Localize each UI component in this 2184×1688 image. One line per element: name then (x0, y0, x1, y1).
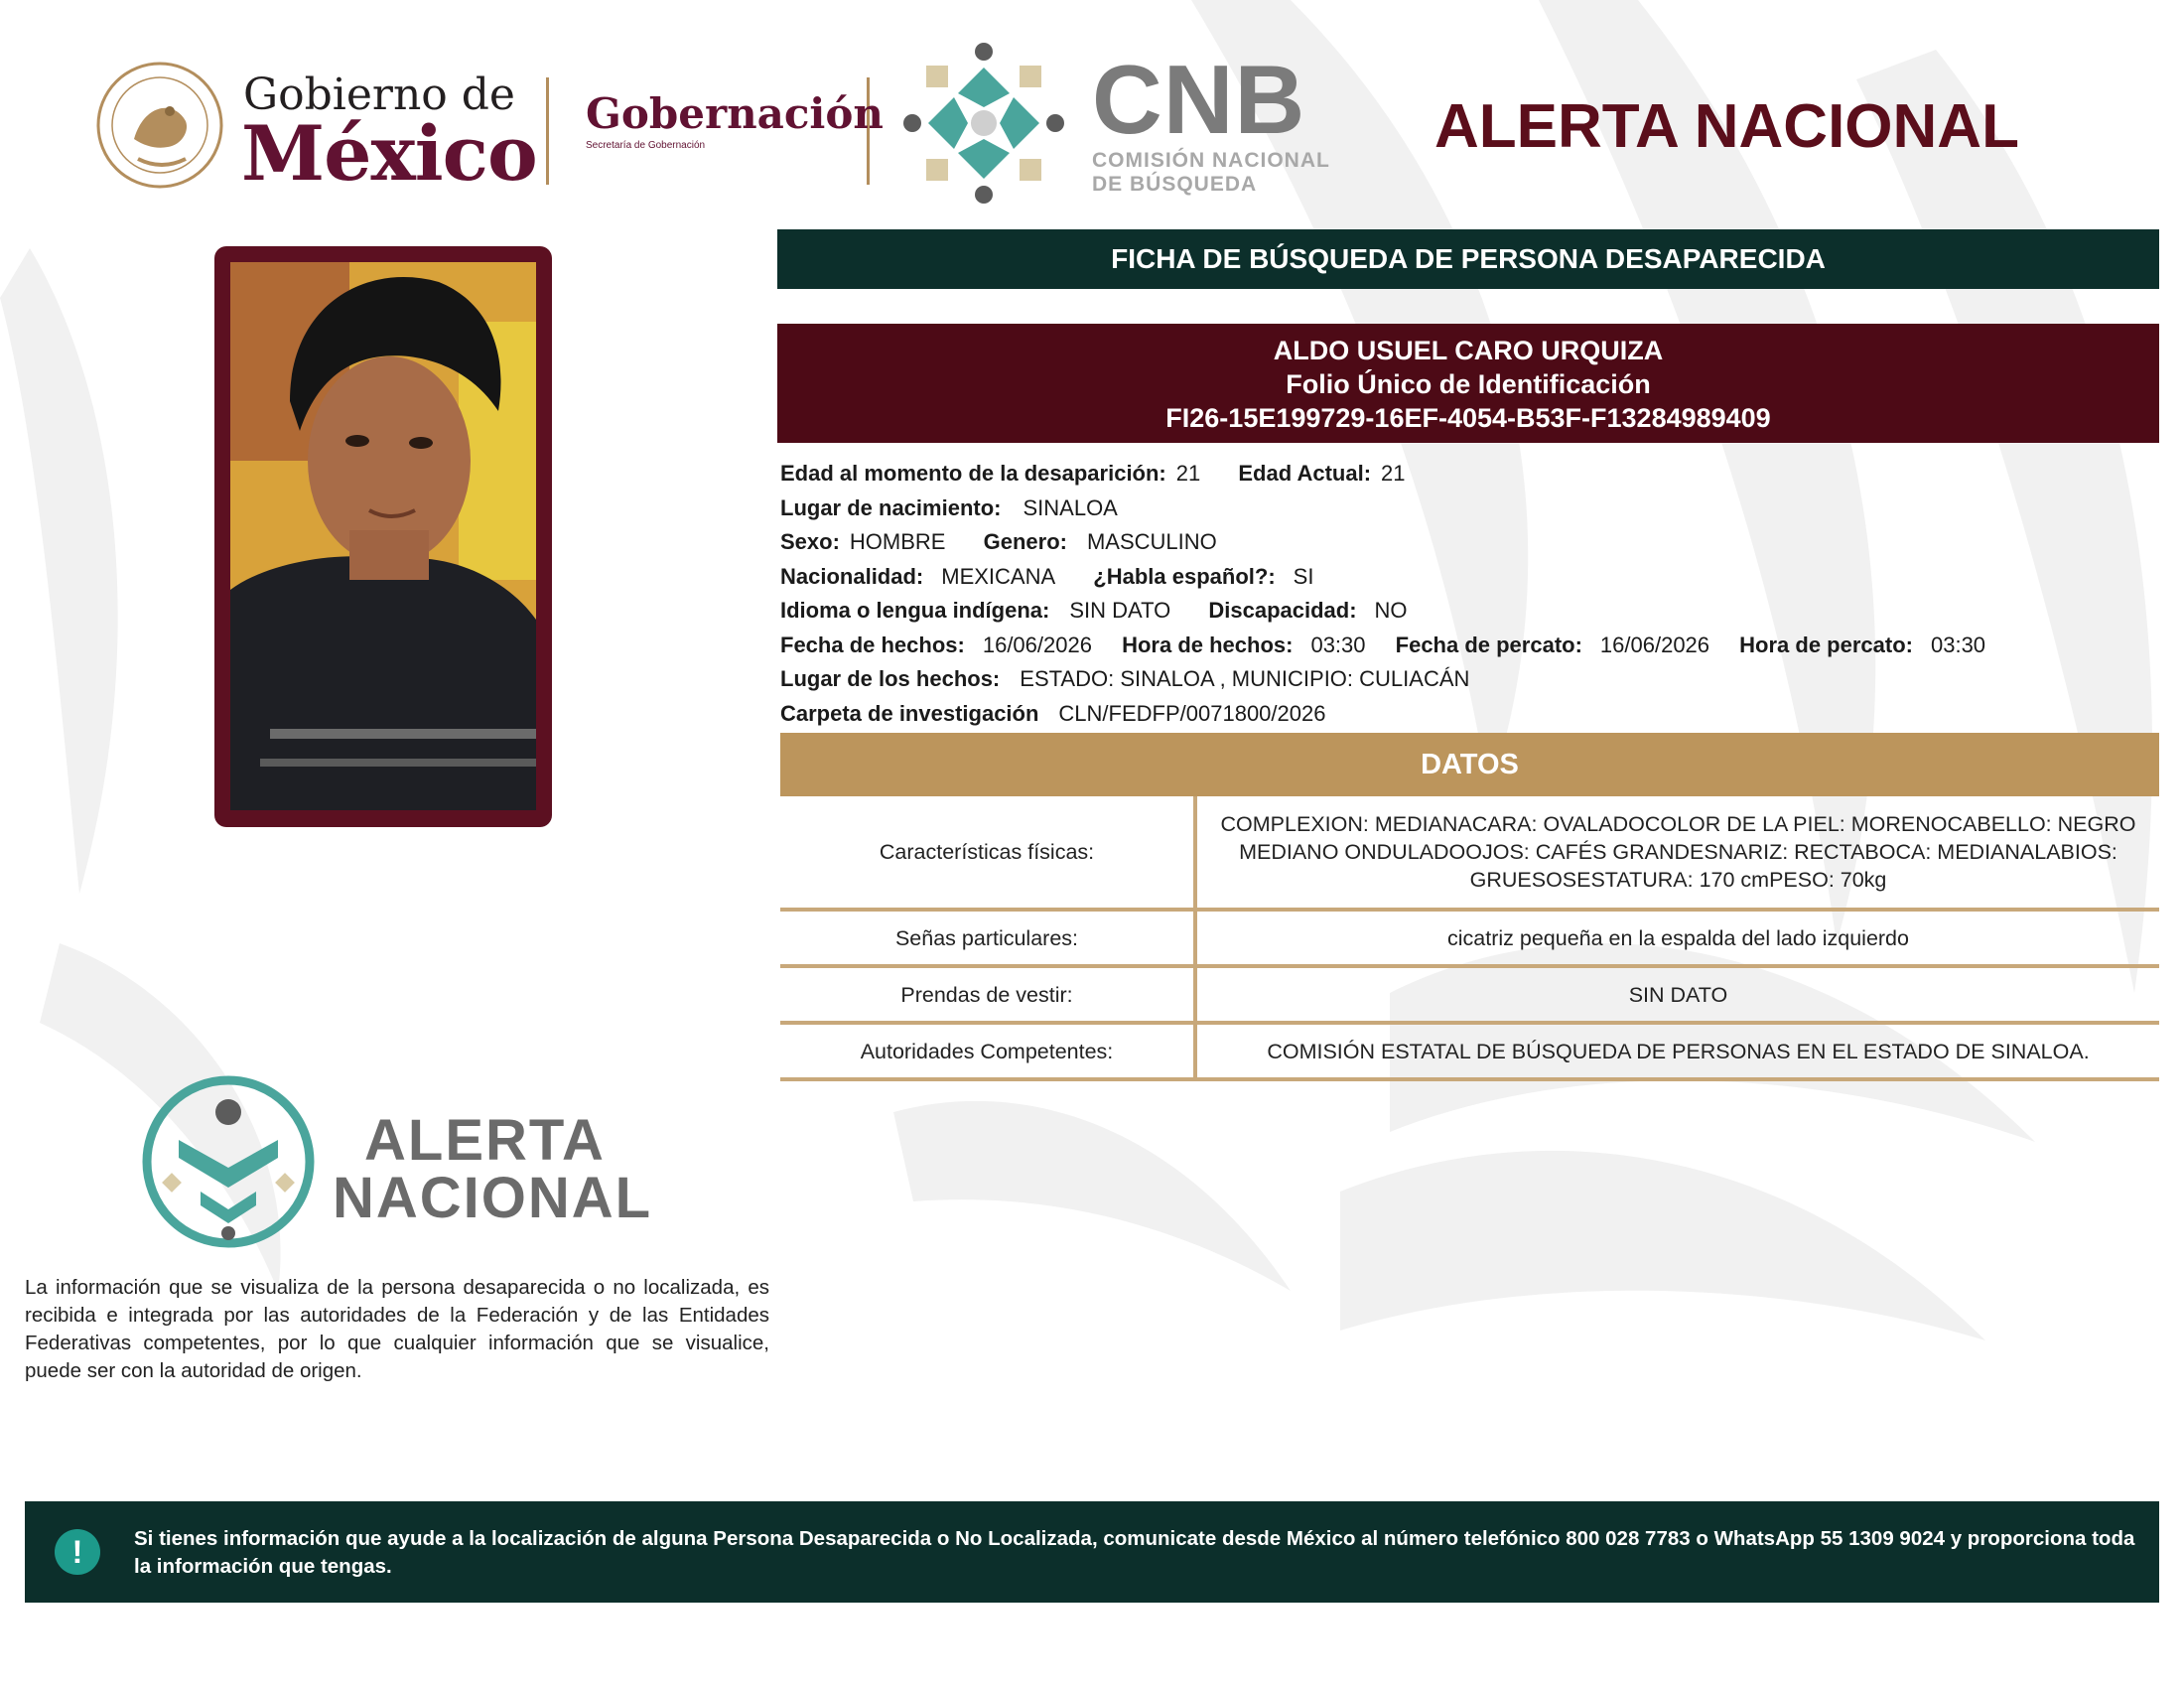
field-value: 16/06/2026 (982, 632, 1092, 657)
field-value: SINALOA (1023, 494, 1118, 520)
row-value: SIN DATO (1195, 966, 2159, 1023)
gobierno-mexico-logo (94, 60, 536, 199)
field-value: MASCULINO (1086, 529, 1217, 554)
nacional-word: NACIONAL (333, 1166, 653, 1230)
person-photo (230, 262, 536, 810)
info-row (780, 457, 2017, 492)
field-value: CLN/FEDFP/0071800/2026 (1058, 700, 1326, 726)
cnb-wordmark (1092, 45, 1330, 197)
field-value: NO (1374, 598, 1408, 623)
field-value: HOMBRE (849, 529, 946, 554)
field-value: SI (1293, 563, 1314, 589)
coat-of-arms-seal-icon (94, 60, 225, 191)
row-value: COMISIÓN ESTATAL DE BÚSQUEDA DE PERSONAS EN EL ESTADO DE SINALOA. (1195, 1023, 2159, 1079)
gobierno-de-text: Gobierno de (243, 70, 515, 120)
contact-footer (25, 1501, 2159, 1603)
person-name: ALDO USUEL CARO URQUIZA (1273, 336, 1664, 365)
field-label: Discapacidad: (1208, 598, 1357, 623)
info-row (780, 662, 2017, 697)
alerta-nacional-wordmark (333, 1108, 653, 1230)
field-label: Fecha de percato: (1395, 632, 1582, 657)
person-photo-frame (214, 246, 552, 827)
field-label: Genero: (983, 529, 1067, 554)
cnb-acronym: CNB (1092, 45, 1306, 154)
row-value: COMPLEXION: MEDIANACARA: OVALADOCOLOR DE LA PIEL: MORENOCABELLO: NEGRO MEDIANO ONDULADOOJOS: CAFÉS GRANDESNARIZ: RECTABOCA: MEDIANALABIOS: GRUESOSESTATURA: 170 cmPESO: 70kg (1195, 796, 2159, 910)
mexico-text: México (241, 109, 537, 198)
info-row (780, 492, 2017, 526)
row-label: Prendas de vestir: (780, 966, 1195, 1023)
alerta-nacional-logo (139, 1072, 675, 1251)
field-value: ESTADO: SINALOA , MUNICIPIO: CULIACÁN (1020, 666, 1470, 691)
field-label: Fecha de hechos: (780, 632, 965, 657)
page-title: ALERTA NACIONAL (1434, 92, 2019, 161)
field-label: Nacionalidad: (780, 563, 924, 589)
info-row (780, 697, 2017, 732)
cnb-emblem-icon (898, 38, 1069, 209)
field-label: ¿Habla español?: (1093, 563, 1276, 589)
datos-header: DATOS (780, 733, 2159, 796)
table-row (780, 1023, 2159, 1079)
divider (546, 77, 549, 185)
field-value: 21 (1381, 461, 1406, 486)
field-label: Edad Actual: (1238, 461, 1372, 486)
gobernacion-subtitle: Secretaría de Gobernación (586, 140, 706, 151)
field-value: MEXICANA (941, 563, 1056, 589)
folio-value: FI26-15E199729-16EF-4054-B53F-F13284989409 (1165, 403, 1771, 433)
contact-text: Si tienes información que ayude a la localización de alguna Persona Desaparecida o No Localizada, comunicate desde México al número telefónico 800 028 7783 o WhatsApp 55 1309 9024 y proporciona toda la información que tengas. (134, 1527, 2135, 1578)
cnb-name-line1: COMISIÓN NACIONAL (1092, 149, 1330, 172)
ficha-title-bar: FICHA DE BÚSQUEDA DE PERSONA DESAPARECIDA (777, 229, 2159, 289)
info-row (780, 594, 2017, 629)
field-label: Hora de hechos: (1122, 632, 1294, 657)
table-row (780, 966, 2159, 1023)
field-label: Lugar de nacimiento: (780, 494, 1002, 520)
exclamation-icon: ! (55, 1529, 100, 1575)
person-info (780, 457, 2017, 731)
row-label: Características físicas: (780, 796, 1195, 910)
alerta-word: ALERTA (364, 1108, 606, 1173)
row-label: Señas particulares: (780, 910, 1195, 966)
gobernacion-logo (586, 89, 884, 151)
row-label: Autoridades Competentes: (780, 1023, 1195, 1079)
field-label: Lugar de los hechos: (780, 666, 1001, 691)
field-value: SIN DATO (1069, 598, 1171, 623)
cnb-name-line2: DE BÚSQUEDA (1092, 173, 1258, 196)
field-label: Idioma o lengua indígena: (780, 598, 1050, 623)
gobernacion-text: Gobernación (586, 89, 884, 138)
folio-label: Folio Único de Identificación (1286, 369, 1651, 399)
field-value: 03:30 (1310, 632, 1366, 657)
datos-table (780, 796, 2159, 1081)
field-label: Hora de percato: (1739, 632, 1913, 657)
disclaimer-text: La información que se visualiza de la persona desaparecida o no localizada, es recibida e integrada por las autoridades de la Federación y de las Entidades Federativas competentes, por lo que cualquier información que se visualice, puede ser con la autoridad de origen. (25, 1276, 769, 1382)
field-value: 21 (1175, 461, 1201, 486)
info-row (780, 525, 2017, 560)
row-value: cicatriz pequeña en la espalda del lado izquierdo (1195, 910, 2159, 966)
field-value: 03:30 (1930, 632, 1986, 657)
field-label: Sexo: (780, 529, 840, 554)
field-label: Carpeta de investigación (780, 700, 1039, 726)
field-value: 16/06/2026 (1599, 632, 1710, 657)
field-label: Edad al momento de la desaparición: (780, 461, 1166, 486)
info-row (780, 560, 2017, 595)
person-name-bar (777, 324, 2159, 443)
table-row (780, 910, 2159, 966)
info-row (780, 629, 2017, 663)
table-row (780, 796, 2159, 910)
alerta-nacional-emblem-icon (139, 1072, 318, 1251)
